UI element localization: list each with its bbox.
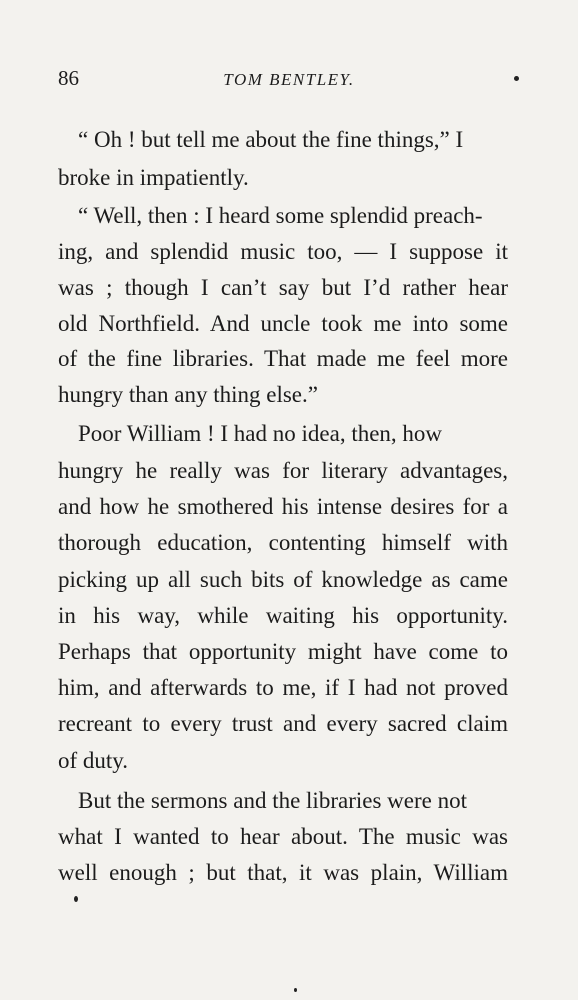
text-line: and how he smothered his intense desires for a: [58, 494, 508, 519]
text-line: “ Oh ! but tell me about the fine things,” I: [78, 127, 464, 152]
text-line: him, and afterwards to me, if I had not proved: [58, 675, 508, 700]
text-line: Perhaps that opportunity might have come to: [58, 639, 508, 664]
text-line: recreant to every trust and every sacred claim: [58, 711, 508, 736]
text-line: was ; though I can’t say but I’d rather hear: [58, 275, 508, 300]
text-line: well enough ; but that, it was plain, William: [58, 860, 508, 885]
ink-speck: [514, 76, 519, 81]
text-line: hungry than any thing else.”: [58, 382, 318, 407]
text-line: hungry he really was for literary advantages,: [58, 458, 508, 483]
ink-speck: [294, 988, 297, 992]
running-title: TOM BENTLEY.: [223, 70, 355, 89]
text-line: in his way, while waiting his opportunity.: [58, 603, 508, 628]
text-line: what I wanted to hear about. The music was: [58, 824, 508, 849]
text-line: of the fine libraries. That made me feel more: [58, 346, 508, 371]
text-line: broke in impatiently.: [58, 165, 249, 190]
ink-speck: [74, 896, 78, 902]
text-line: But the sermons and the libraries were not: [78, 788, 467, 813]
text-line: ing, and splendid music too, — I suppose it: [58, 239, 508, 264]
text-line: Poor William ! I had no idea, then, how: [78, 421, 443, 446]
page-number: 86: [58, 66, 79, 90]
text-line: of duty.: [58, 748, 129, 773]
text-line: picking up all such bits of knowledge as came: [58, 567, 508, 592]
text-line: “ Well, then : I heard some splendid preach-: [78, 203, 483, 228]
text-line: thorough education, contenting himself with: [58, 530, 508, 555]
text-line: old Northfield. And uncle took me into some: [58, 311, 508, 336]
